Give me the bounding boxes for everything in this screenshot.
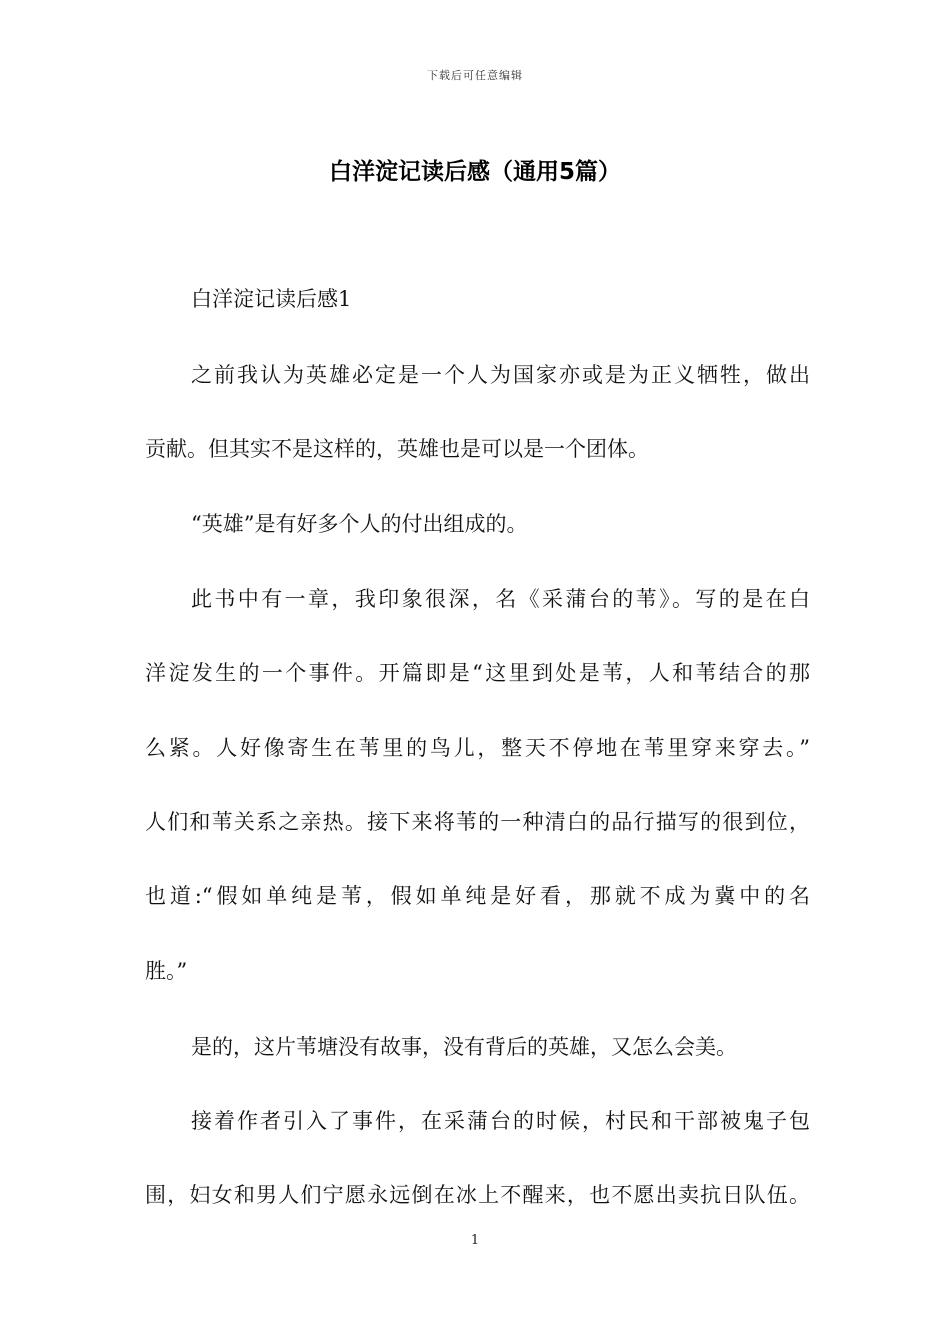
page-number: 1 [470, 1233, 480, 1248]
paragraph-line: 胜。” [145, 959, 188, 983]
paragraph-line: 是的，这片苇塘没有故事，没有背后的英雄，又怎么会美。 [191, 1035, 737, 1059]
paragraph-line: 之前我认为英雄必定是一个人为国家亦或是为正义牺牲，做出 [191, 363, 810, 387]
paragraph-line: 贡献。但其实不是这样的，英雄也是可以是一个团体。 [145, 437, 649, 461]
header-note: 下载后可任意编辑 [427, 69, 523, 82]
paragraph-line: 接着作者引入了事件，在采蒲台的时候，村民和干部被鬼子包 [191, 1109, 810, 1133]
paragraph-line: “英雄”是有好多个人的付出组成的。 [191, 512, 528, 536]
paragraph-line: 人们和苇关系之亲热。接下来将苇的一种清白的品行描写的很到位， [145, 810, 810, 834]
paragraph-line: 围，妇女和男人们宁愿永远倒在冰上不醒来，也不愿出卖抗日队伍。 [145, 1183, 810, 1207]
paragraph-line: 此书中有一章，我印象很深，名《采蒲台的苇》。写的是在白 [191, 587, 810, 611]
paragraph-line: 洋淀发生的一个事件。开篇即是“这里到处是苇，人和苇结合的那 [145, 661, 810, 685]
document-title: 白洋淀记读后感（通用5篇） [328, 159, 621, 185]
paragraph-line: 也道:“假如单纯是苇，假如单纯是好看，那就不成为冀中的名 [145, 884, 810, 908]
paragraph-line: 么紧。人好像寄生在苇里的鸟儿，整天不停地在苇里穿来穿去。” [145, 736, 810, 760]
section-heading: 白洋淀记读后感1 [191, 287, 352, 311]
